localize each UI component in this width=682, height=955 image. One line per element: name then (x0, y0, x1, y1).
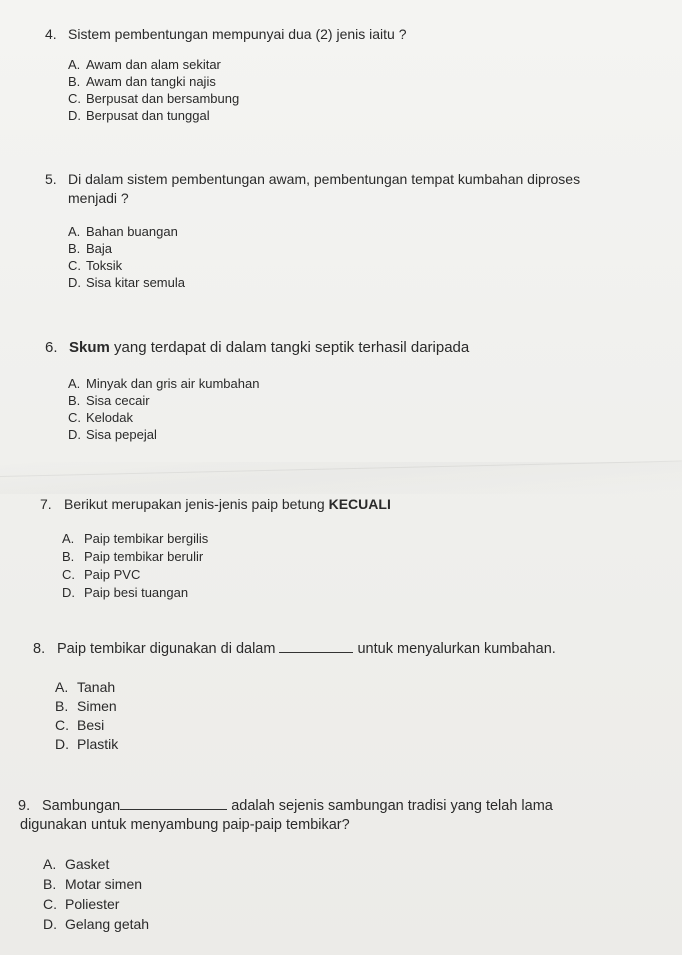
option-letter: A. (62, 531, 75, 546)
option-text: Plastik (77, 736, 119, 752)
option-letter: B. (68, 393, 81, 408)
option-letter: A. (43, 856, 57, 872)
question-number: 7. (40, 496, 52, 512)
option-text: Minyak dan gris air kumbahan (86, 376, 260, 391)
question-4-option-a (68, 57, 221, 73)
option-letter: C. (55, 717, 69, 733)
question-bold-term: Skum (69, 339, 110, 356)
option-text: Poliester (65, 896, 120, 912)
question-6-option-a (68, 376, 259, 392)
option-letter: D. (43, 916, 57, 932)
question-9-option-b (43, 875, 142, 893)
option-letter: A. (68, 57, 81, 72)
question-5-stem (45, 171, 580, 188)
question-text: yang terdapat di dalam tangki septik terhasil daripada (109, 339, 470, 356)
option-text: Gasket (65, 856, 110, 872)
option-text: Paip PVC (84, 567, 141, 582)
option-letter: B. (43, 876, 57, 892)
question-7-option-c (62, 567, 140, 583)
question-text: digunakan untuk menyambung paip-paip tembikar? (20, 817, 350, 833)
option-letter: C. (62, 567, 75, 582)
option-letter: A. (68, 376, 81, 391)
option-letter: D. (68, 275, 81, 290)
question-9-option-d (43, 915, 149, 933)
option-letter: A. (55, 679, 69, 695)
question-6-stem (45, 339, 469, 356)
question-9-option-a (43, 855, 109, 873)
question-text: menjadi ? (68, 190, 129, 206)
question-number: 4. (45, 26, 57, 42)
question-5-option-b (68, 241, 112, 257)
question-number: 5. (45, 171, 57, 187)
option-text: Berpusat dan tunggal (86, 108, 210, 123)
option-text: Kelodak (86, 410, 133, 425)
question-5-stem-line2 (68, 190, 129, 207)
option-text: Tanah (77, 679, 116, 695)
option-text: Paip tembikar berulir (84, 549, 204, 564)
question-9-stem (18, 797, 553, 815)
question-5-option-d (68, 275, 185, 291)
question-9-stem-line2 (20, 817, 350, 834)
option-text: Simen (77, 698, 117, 714)
question-5-option-c (68, 258, 122, 274)
question-text: Di dalam sistem pembentungan awam, pembentungan tempat kumbahan diproses (68, 171, 581, 187)
option-text: Sisa pepejal (86, 427, 157, 442)
option-letter: D. (68, 427, 81, 442)
question-8-option-b (55, 697, 117, 715)
question-6-option-b (68, 393, 150, 409)
option-text: Berpusat dan bersambung (86, 91, 240, 106)
option-letter: A. (68, 224, 81, 239)
question-text: Paip tembikar digunakan di dalam (57, 641, 280, 657)
option-letter: C. (43, 896, 57, 912)
option-letter: B. (55, 698, 69, 714)
option-letter: C. (68, 258, 81, 273)
option-text: Bahan buangan (86, 224, 178, 239)
question-number: 8. (33, 641, 46, 657)
option-letter: C. (68, 410, 81, 425)
question-4-option-b (68, 74, 216, 90)
option-text: Sisa kitar semula (86, 275, 185, 290)
option-text: Awam dan tangki najis (86, 74, 216, 89)
option-text: Paip tembikar bergilis (84, 531, 209, 546)
question-8-option-a (55, 678, 115, 696)
paper-fold-shadow (0, 462, 682, 494)
question-4-stem (45, 26, 407, 43)
option-text: Gelang getah (65, 916, 150, 932)
question-number: 9. (18, 798, 31, 814)
question-7-option-d (62, 585, 188, 601)
option-text: Motar simen (65, 876, 143, 892)
option-text: Awam dan alam sekitar (86, 57, 221, 72)
option-letter: B. (68, 241, 81, 256)
question-8-stem (33, 640, 556, 658)
answer-blank (279, 640, 353, 653)
question-4-option-d (68, 108, 210, 124)
option-letter: B. (62, 549, 75, 564)
question-4-option-c (68, 91, 239, 107)
question-5-option-a (68, 224, 178, 240)
question-7-option-a (62, 531, 208, 547)
option-letter: D. (62, 585, 75, 600)
question-text: Sambungan (42, 798, 121, 814)
question-text: adalah sejenis sambungan tradisi yang telah lama (227, 798, 553, 814)
question-text: untuk menyalurkan kumbahan. (353, 641, 556, 657)
option-letter: D. (55, 736, 69, 752)
question-bold-term: KECUALI (328, 496, 391, 512)
question-6-option-c (68, 410, 133, 426)
question-text: Berikut merupakan jenis-jenis paip betung (64, 496, 329, 512)
question-6-option-d (68, 427, 157, 443)
question-7-stem (40, 496, 391, 513)
answer-blank (120, 797, 227, 810)
option-text: Paip besi tuangan (84, 585, 189, 600)
option-text: Besi (77, 717, 105, 733)
question-9-option-c (43, 895, 119, 913)
option-text: Sisa cecair (86, 393, 150, 408)
question-number: 6. (45, 339, 58, 356)
question-text: Sistem pembentungan mempunyai dua (2) jenis iaitu ? (68, 26, 407, 42)
question-8-option-d (55, 735, 118, 753)
option-text: Toksik (86, 258, 123, 273)
option-letter: B. (68, 74, 81, 89)
option-letter: C. (68, 91, 81, 106)
question-8-option-c (55, 716, 104, 734)
option-text: Baja (86, 241, 113, 256)
question-7-option-b (62, 549, 203, 565)
option-letter: D. (68, 108, 81, 123)
